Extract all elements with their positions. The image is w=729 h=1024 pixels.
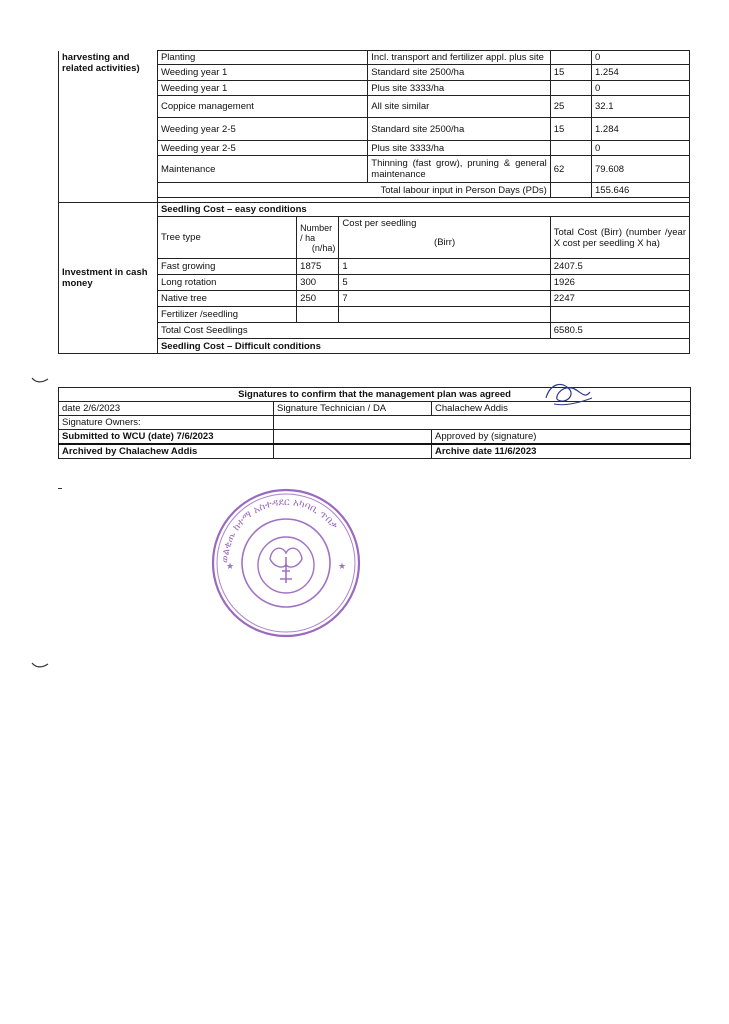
labour-description: Plus site 3333/ha [368,81,550,96]
signature-date: date 2/6/2023 [59,402,274,416]
labour-pd [550,81,591,96]
svg-text:★: ★ [338,561,347,571]
labour-description: Incl. transport and fertilizer appl. plus site [368,51,550,65]
labour-pd: 15 [550,118,591,141]
archive-date: Archive date 11/6/2023 [432,444,691,459]
submitted-date: Submitted to WCU (date) 7/6/2023 [59,430,274,445]
seedling-difficult-title: Seedling Cost – Difficult conditions [157,339,689,354]
technician-name: Chalachew Addis [432,402,691,416]
signature-owners: Signature Owners: [59,416,274,430]
header-number-unit: (n/ha) [311,242,336,253]
investment-label: Investment in cash money [59,203,158,354]
harvesting-label: harvesting and related activities) [59,51,158,203]
labour-activity: Maintenance [157,156,367,183]
labour-pd: 62 [550,156,591,183]
labour-value: 79.608 [592,156,690,183]
total-seedling-label: Total Cost Seedlings [157,323,550,339]
labour-description: All site similar [368,96,550,118]
tick-mark-top [30,375,52,385]
seedling-type: Native tree [157,291,296,307]
total-seedling-value: 6580.5 [550,323,689,339]
header-cost-label: Cost per seedling [342,218,417,229]
labour-value: 1.284 [592,118,690,141]
seedling-total: 2247 [550,291,689,307]
dash-mark [58,488,62,489]
labour-pd: 15 [550,65,591,81]
labour-activity: Weeding year 1 [157,81,367,96]
management-plan-table [58,50,690,354]
stamp-text: ወልቂጤ ከተማ አስተዳደር አካባቢ ጥበቃ [219,496,340,564]
labour-value: 1.254 [592,65,690,81]
signatures-heading: Signatures to confirm that the management plan was agreed [59,388,691,402]
seedling-type: Fast growing [157,259,296,275]
labour-value: 0 [592,141,690,156]
header-tree-type: Tree type [157,217,296,259]
header-cost [339,217,550,259]
seedling-easy-title: Seedling Cost – easy conditions [157,203,689,217]
seedling-number [297,307,339,323]
labour-value: 32.1 [592,96,690,118]
handwritten-signature [540,376,596,410]
labour-pd [550,141,591,156]
labour-description: Thinning (fast grow), pruning & general maintenance [368,156,550,183]
seedling-number: 1875 [297,259,339,275]
total-labour-label: Total labour input in Person Days (PDs) [157,183,550,198]
signature-table [58,387,691,459]
labour-description: Standard site 2500/ha [368,65,550,81]
labour-activity: Coppice management [157,96,367,118]
seedling-cost: 7 [339,291,550,307]
approved-by: Approved by (signature) [432,430,691,445]
signature-owners-blank [274,416,691,430]
seedling-total [550,307,689,323]
labour-description: Plus site 3333/ha [368,141,550,156]
labour-activity: Weeding year 2-5 [157,118,367,141]
seedling-type: Fertilizer /seedling [157,307,296,323]
signature-technician: Signature Technician / DA [274,402,432,416]
archived-by: Archived by Chalachew Addis [59,444,274,459]
header-number-label: Number / ha [300,222,333,243]
header-total: Total Cost (Birr) (number /year X cost per seedling X ha) [550,217,689,259]
labour-activity: Planting [157,51,367,65]
seedling-total: 2407.5 [550,259,689,275]
seedling-total: 1926 [550,275,689,291]
submitted-blank [274,430,432,445]
labour-value: 0 [592,81,690,96]
seedling-cost: 5 [339,275,550,291]
tick-mark-bottom [30,660,52,670]
seedling-number: 300 [297,275,339,291]
header-cost-unit: (Birr) [434,237,456,248]
seedling-number: 250 [297,291,339,307]
labour-activity: Weeding year 1 [157,65,367,81]
seedling-cost [339,307,550,323]
labour-value: 0 [592,51,690,65]
total-labour-pd [550,183,591,198]
seedling-cost: 1 [339,259,550,275]
svg-text:★: ★ [226,561,235,571]
total-labour-value: 155.646 [592,183,690,198]
archived-blank [274,444,432,459]
header-number [297,217,339,259]
labour-pd [550,51,591,65]
official-stamp [210,487,362,639]
labour-activity: Weeding year 2-5 [157,141,367,156]
labour-pd: 25 [550,96,591,118]
labour-description: Standard site 2500/ha [368,118,550,141]
seedling-type: Long rotation [157,275,296,291]
